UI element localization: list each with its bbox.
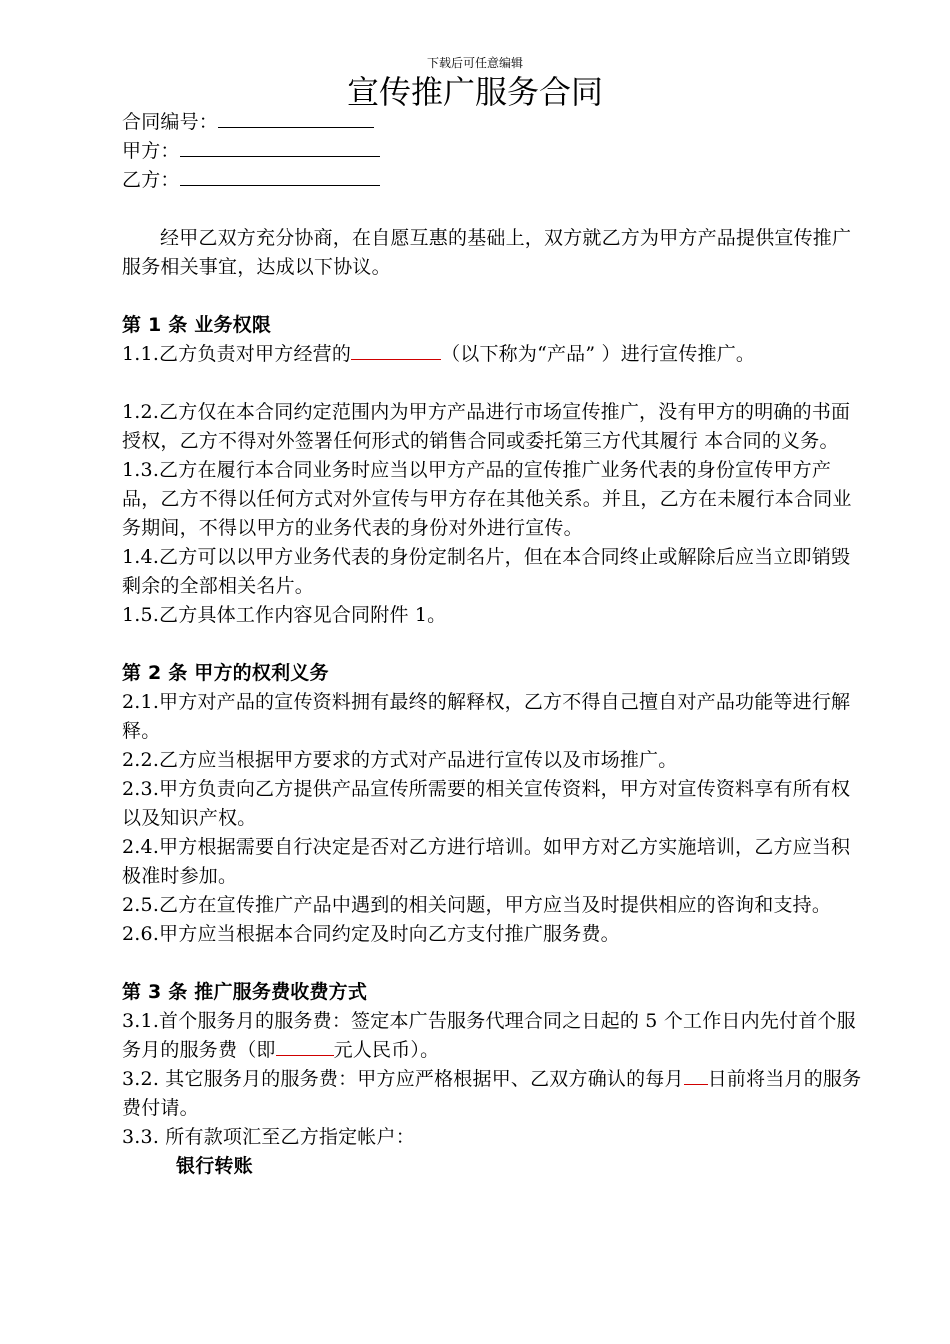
contract-no-field [122,108,862,137]
clause-3-1 [122,1007,862,1065]
party-b-blank [180,167,380,186]
clause-3-1-post: 元人民币）。 [333,1039,440,1061]
party-b-field [122,166,862,195]
clause-1-5: 1.5.乙方具体工作内容见合同附件 1。 [122,604,447,626]
clause-1-1-post: （以下称为“产品” ）进行宣传推广。 [441,343,756,365]
bank-transfer-heading: 银行转账 [176,1155,253,1177]
contract-no-blank [218,109,374,128]
clause-2-4: 2.4.甲方根据需要自行决定是否对乙方进行培训。如甲方对乙方实施培训，乙方应当积极准时参加。 [122,836,851,887]
document-title: 宣传推广服务合同 [346,73,603,111]
clause-3-2-post: 日前将当月的服务费付请。 [122,1068,862,1119]
product-blank [351,341,441,360]
intro-paragraph: 经甲乙双方充分协商，在自愿互惠的基础上，双方就乙方为甲方产品提供宣传推广服务相关事宜，达成以下协议。 [122,227,852,278]
clause-2-2: 2.2.乙方应当根据甲方要求的方式对产品进行宣传以及市场推广。 [122,749,678,771]
article-1-title: 第 1 条 业务权限 [122,314,272,336]
header-note: 下载后可任意编辑 [426,56,523,70]
clause-1-2: 1.2.乙方仅在本合同约定范围内为甲方产品进行市场宣传推广，没有甲方的明确的书面授权，乙方不得对外签署任何形式的销售合同或委托第三方代其履行 本合同的义务。 [122,401,851,452]
clause-2-5: 2.5.乙方在宣传推广产品中遇到的相关问题，甲方应当及时提供相应的咨询和支持。 [122,894,832,916]
party-a-blank [180,138,380,157]
day-blank [684,1066,708,1085]
clause-3-2 [122,1065,862,1123]
clause-3-3: 3.3. 所有款项汇至乙方指定帐户： [122,1126,415,1148]
clause-3-2-pre: 3.2. 其它服务月的服务费：甲方应严格根据甲、乙双方确认的每月 [122,1068,684,1090]
clause-2-6: 2.6.甲方应当根据本合同约定及时向乙方支付推广服务费。 [122,923,620,945]
contract-body [122,108,862,1181]
article-3-title: 第 3 条 推广服务费收费方式 [122,981,368,1003]
clause-2-3: 2.3.甲方负责向乙方提供产品宣传所需要的相关宣传资料，甲方对宣传资料享有所有权以及知识产权。 [122,778,851,829]
clause-1-4: 1.4.乙方可以以甲方业务代表的身份定制名片，但在本合同终止或解除后应当立即销毁剩余的全部相关名片。 [122,546,851,597]
clause-1-1 [122,340,862,369]
clause-1-3: 1.3.乙方在履行本合同业务时应当以甲方产品的宣传推广业务代表的身份宣传甲方产品，乙方不得以任何方式对外宣传与甲方存在其他关系。并且，乙方在未履行本合同业务期间，不得以甲方的业务代表的身份对外进行宣传。 [122,459,852,539]
party-a-label: 甲方： [122,140,180,162]
clause-1-1-pre: 1.1.乙方负责对甲方经营的 [122,343,352,365]
contract-no-label: 合同编号： [122,111,219,133]
article-2-title: 第 2 条 甲方的权利义务 [122,662,329,684]
clause-2-1: 2.1.甲方对产品的宣传资料拥有最终的解释权，乙方不得自己擅自对产品功能等进行解释。 [122,691,851,742]
party-b-label: 乙方： [122,169,180,191]
clause-3-1-pre: 3.1.首个服务月的服务费：签定本广告服务代理合同之日起的 5 个工作日内先付首个服务月的服务费（即 [122,1010,856,1061]
amount-blank [276,1037,334,1056]
party-a-field [122,137,862,166]
